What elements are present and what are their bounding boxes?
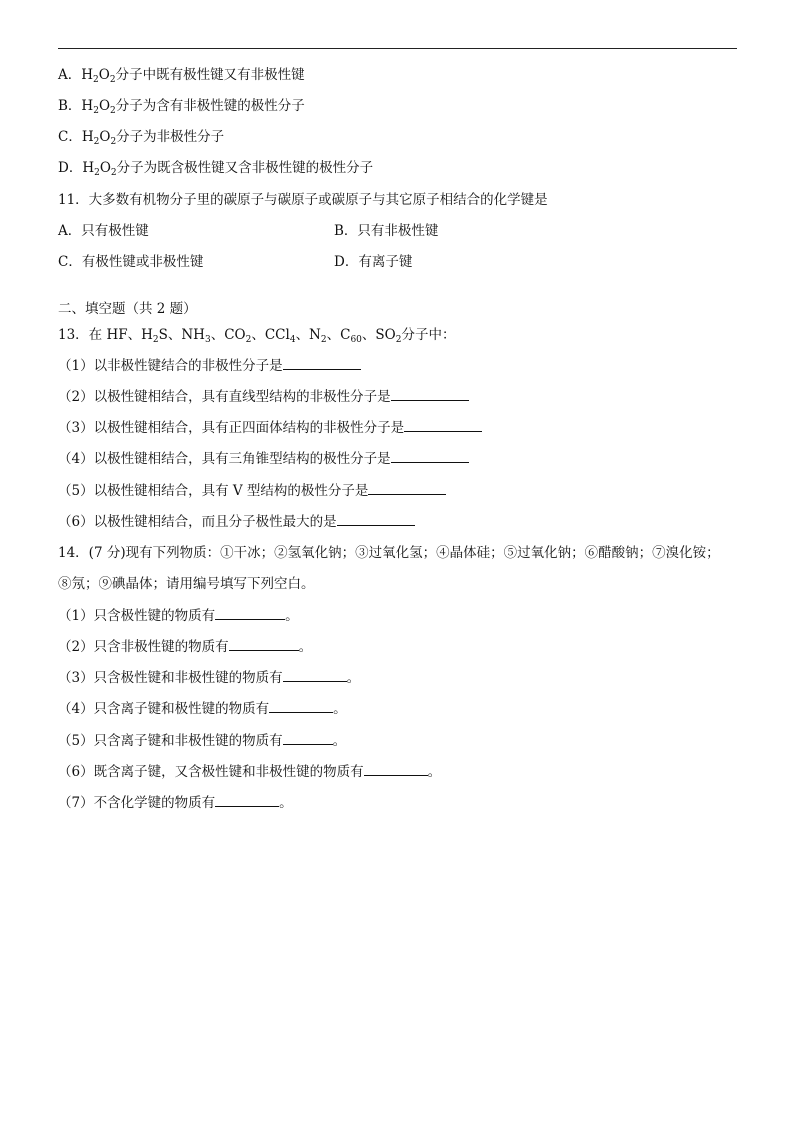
answer-blank[interactable] xyxy=(337,512,415,526)
q14-item-4: （4）只含离子键和极性键的物质有 。 xyxy=(58,701,347,717)
q11-option-a: A．只有极性键 xyxy=(58,223,149,239)
q13-item-6: （6）以极性键相结合，而且分子极性最大的是 xyxy=(58,512,415,532)
q14-item-6: （6）既含离子键，又含极性键和非极性键的物质有 。 xyxy=(58,764,442,780)
q14-item-7: （7）不含化学键的物质有 。 xyxy=(58,795,293,811)
section-title: 二、填空题（共 2 题） xyxy=(58,301,197,317)
q11-option-d: D．有离子键 xyxy=(334,254,413,270)
q13-item-5: （5）以极性键相结合，具有 V 型结构的极性分子是 xyxy=(58,481,446,501)
q11-option-c: C．有极性键或非极性键 xyxy=(58,254,204,270)
answer-blank[interactable] xyxy=(215,606,285,620)
q13-item-4: （4）以极性键相结合，具有三角锥型结构的极性分子是 xyxy=(58,449,469,469)
answer-blank[interactable] xyxy=(215,793,279,807)
answer-blank[interactable] xyxy=(368,481,446,495)
option-c: C．$H_2O_2$分子为非极性分子 xyxy=(58,129,225,147)
header-rule xyxy=(58,48,737,49)
answer-blank[interactable] xyxy=(404,418,482,432)
q13-item-3: （3）以极性键相结合，具有正四面体结构的非极性分子是 xyxy=(58,418,482,438)
option-d: D．$H_2O_2$分子为既含极性键又含非极性键的极性分子 xyxy=(58,160,374,178)
option-a: A．$H_2O_2$分子中既有极性键又有非极性键 xyxy=(58,67,305,85)
answer-blank[interactable] xyxy=(283,356,361,370)
q14-item-3: （3）只含极性键和非极性键的物质有 。 xyxy=(58,670,361,686)
answer-blank[interactable] xyxy=(391,449,469,463)
q13-item-1: （1）以非极性键结合的非极性分子是 xyxy=(58,356,361,376)
answer-blank[interactable] xyxy=(283,668,347,682)
q14-item-1: （1）只含极性键的物质有 。 xyxy=(58,608,299,624)
answer-blank[interactable] xyxy=(364,762,428,776)
question-13-stem: 13．在 HF、$H_2S$、$NH_3$、$CO_2$、CCl$_4$、$N_2$、$C_{60}$、$SO_2$分子中： xyxy=(58,327,456,345)
answer-blank[interactable] xyxy=(269,699,333,713)
question-14-stem-line2: ⑧氖；⑨碘晶体；请用编号填写下列空白。 xyxy=(58,576,315,592)
q14-item-2: （2）只含非极性键的物质有 。 xyxy=(58,639,313,655)
q11-option-b: B．只有非极性键 xyxy=(334,223,439,239)
question-11-stem: 11．大多数有机物分子里的碳原子与碳原子或碳原子与其它原子相结合的化学键是 xyxy=(58,192,548,208)
q13-item-2: （2）以极性键相结合，具有直线型结构的非极性分子是 xyxy=(58,387,469,407)
option-b: B．$H_2O_2$分子为含有非极性键的极性分子 xyxy=(58,98,305,116)
answer-blank[interactable] xyxy=(283,731,333,745)
answer-blank[interactable] xyxy=(229,637,299,651)
answer-blank[interactable] xyxy=(391,387,469,401)
question-14-stem-line1: 14．(7 分)现有下列物质：①干冰；②氢氧化钠；③过氧化氢；④晶体硅；⑤过氧化钠；⑥醋酸钠；⑦溴化铵； xyxy=(58,545,720,561)
q14-item-5: （5）只含离子键和非极性键的物质有 。 xyxy=(58,733,347,749)
